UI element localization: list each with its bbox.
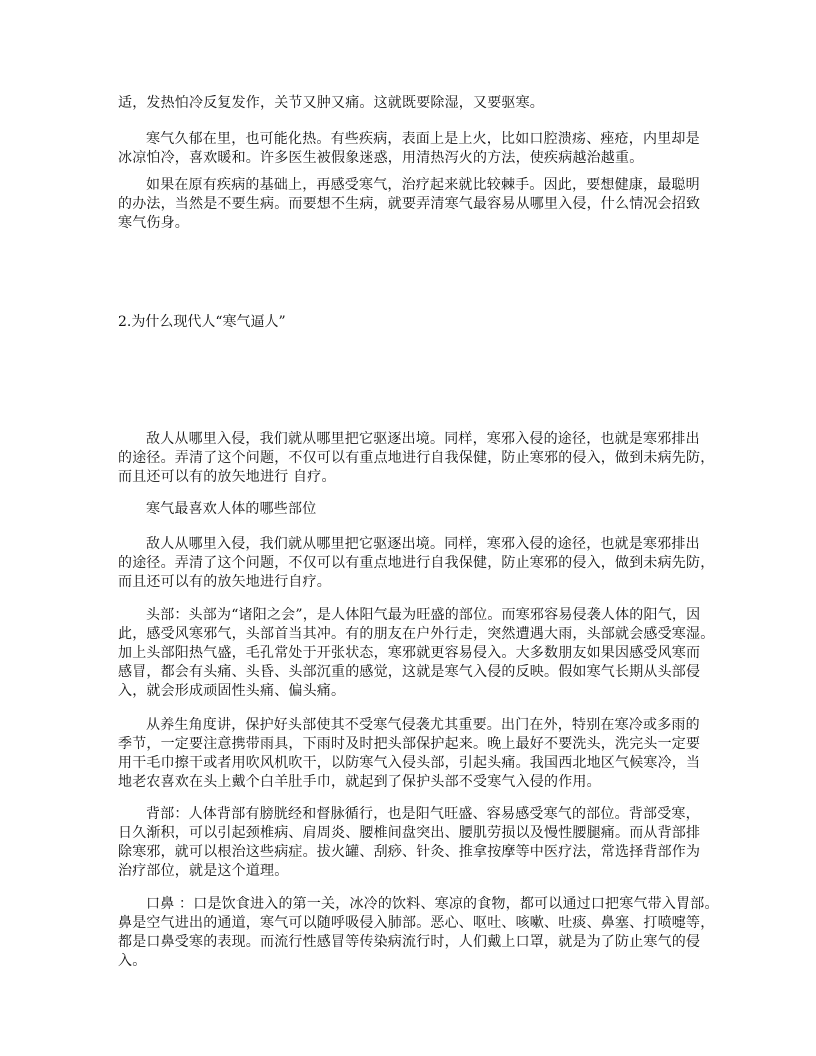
text-line: 的途径。弄清了这个问题，不仅可以有重点地进行自我保健，防止寒邪的侵入，做到未病先防，: [118, 450, 715, 466]
text-line: 寒气伤身。: [118, 215, 189, 231]
text-line: 寒气久郁在里，也可能化热。有些疾病，表面上是上火，比如口腔溃疡、痤疮，内里却是: [146, 131, 700, 147]
text-line: 如果在原有疾病的基础上，再感受寒气，治疗起来就比较棘手。因此，要想健康，最聪明: [146, 177, 700, 193]
text-line: 感冒，都会有头痛、头昏、头部沉重的感觉，这就是寒气入侵的反映。假如寒气长期从头部侵: [118, 664, 701, 680]
paragraph: [118, 805, 702, 881]
text-line: 加上头部阳热气盛，毛孔常处于开张状态，寒邪就更容易侵入。大多数朋友如果因感受风寒而: [118, 645, 701, 661]
section-heading: 2.为什么现代人“寒气逼人”: [118, 314, 286, 330]
text-line: 适，发热怕冷反复发作，关节又肿又痛。这就既要除湿，又要驱寒。: [118, 95, 544, 111]
text-line: 用干毛巾擦干或者用吹风机吹干，以防寒气入侵头部，引起头痛。我国西北地区气候寒冷，当: [118, 755, 701, 771]
text-line: 而且还可以有的放矢地进行自疗。: [118, 574, 331, 590]
text-line: 除寒邪，就可以根治这些病症。拔火罐、刮痧、针灸、推拿按摩等中医疗法，常选择背部作为: [118, 844, 701, 860]
text-line: 而且还可以有的放矢地进行 自疗。: [118, 469, 336, 485]
text-line: 口鼻 ：口是饮食进入的第一关，冰冷的饮料、寒凉的食物，都可以通过口把寒气带入胃部。: [146, 896, 719, 912]
paragraph: [118, 606, 715, 701]
paragraph: [118, 716, 702, 792]
paragraph: [118, 535, 715, 592]
text-line: 治疗部位，就是这个道理。: [118, 863, 289, 879]
text-line: 入。: [118, 953, 147, 969]
text-line: 季节，一定要注意携带雨具，下雨时及时把头部保护起来。晚上最好不要洗头，洗完头一定要: [118, 736, 701, 752]
paragraph: [118, 430, 715, 487]
text-line: 此，感受风寒邪气，头部首当其冲。有的朋友在户外行走，突然遭遇大雨，头部就会感受寒湿。: [118, 626, 715, 642]
paragraph: [118, 94, 702, 113]
text-line: 鼻是空气进出的通道，寒气可以随呼吸侵入肺部。恶心、呕吐、咳嗽、吐痰、鼻塞、打喷嚏等，: [118, 915, 715, 931]
text-line: 地老农喜欢在头上戴个白羊肚手巾，就起到了保护头部不受寒气入侵的作用。: [118, 774, 601, 790]
text-line: 的途径。弄清了这个问题，不仅可以有重点地进行自我保健，防止寒邪的侵入，做到未病先防，: [118, 555, 715, 571]
text-line: 日久渐积，可以引起颈椎病、肩周炎、腰椎间盘突出、腰肌劳损以及慢性腰腿痛。而从背部排: [118, 825, 701, 841]
text-line: 都是口鼻受寒的表现。而流行性感冒等传染病流行时，人们戴上口罩，就是为了防止寒气的侵: [118, 934, 701, 950]
text-line: 冰凉怕冷，喜欢暖和。许多医生被假象迷惑，用清热泻火的方法，使疾病越治越重。: [118, 150, 644, 166]
paragraph: [118, 500, 702, 519]
paragraph: [118, 130, 702, 168]
text-line: 敌人从哪里入侵，我们就从哪里把它驱逐出境。同样，寒邪入侵的途径，也就是寒邪排出: [146, 536, 700, 552]
text-line: 寒气最喜欢人体的哪些部位: [146, 501, 317, 517]
text-line: 头部：头部为“诸阳之会”，是人体阳气最为旺盛的部位。而寒邪容易侵袭人体的阳气，因: [146, 607, 701, 623]
text-line: 敌人从哪里入侵，我们就从哪里把它驱逐出境。同样，寒邪入侵的途径，也就是寒邪排出: [146, 431, 700, 447]
text-line: 入，就会形成顽固性头痛、偏头痛。: [118, 683, 346, 699]
text-line: 从养生角度讲，保护好头部使其不受寒气侵袭尤其重要。出门在外，特别在寒冷或多雨的: [146, 717, 700, 733]
paragraph: [118, 895, 719, 971]
text-line: 的办法，当然是不要生病。而要想不生病，就要弄清寒气最容易从哪里入侵，什么情况会招致: [118, 196, 701, 212]
paragraph: [118, 176, 702, 233]
text-line: 背部：人体背部有膀胱经和督脉循行，也是阳气旺盛、容易感受寒气的部位。背部受寒，: [146, 806, 700, 822]
